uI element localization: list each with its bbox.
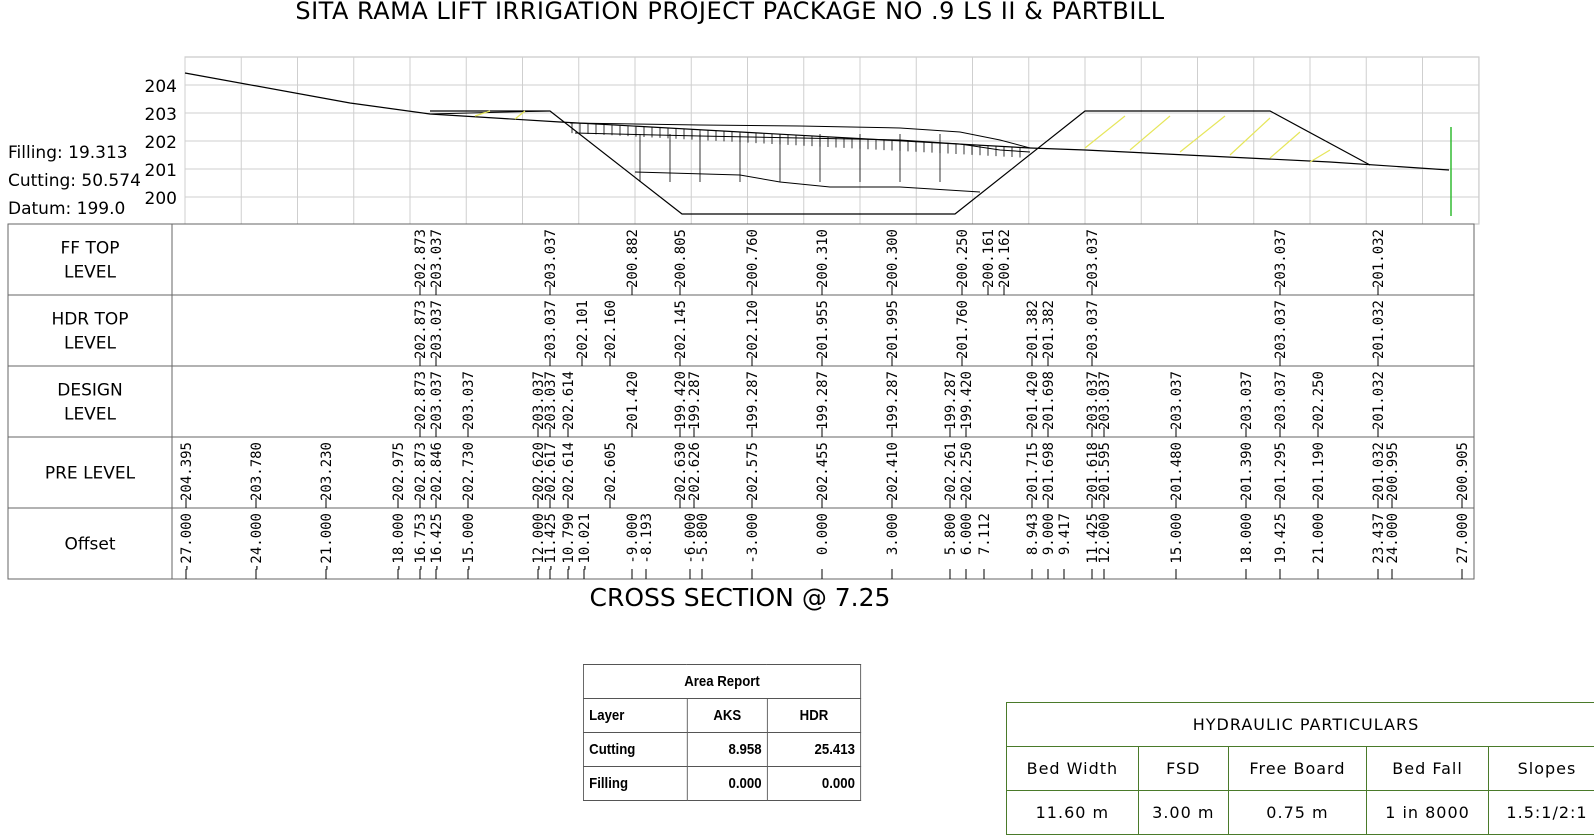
level-value: 15.000	[1169, 513, 1185, 564]
level-value: 202.620	[531, 442, 547, 501]
level-value: 203.037	[531, 371, 547, 430]
hydraulic-particulars-table	[1006, 702, 1594, 835]
level-value: 203.037	[1169, 371, 1185, 430]
level-value: 200.250	[955, 229, 971, 288]
fill-hatch-line	[1130, 116, 1170, 150]
level-value: 203.037	[461, 371, 477, 430]
level-value: 199.420	[673, 371, 689, 430]
level-value: 203.037	[429, 229, 445, 288]
cutting-summary: Cutting: 50.574	[8, 171, 141, 191]
level-value: 203.037	[1273, 300, 1289, 359]
existing-ground-line	[185, 73, 1449, 170]
level-value: 202.630	[673, 442, 689, 501]
level-value: 202.575	[745, 442, 761, 501]
level-value: 9.417	[1057, 513, 1073, 555]
level-value: 18.000	[1239, 513, 1255, 564]
fill-hatch-line	[1310, 150, 1330, 162]
level-value: 202.873	[413, 300, 429, 359]
level-value: 203.230	[319, 442, 335, 501]
level-value: -24.000	[249, 513, 265, 572]
fill-hatch-line	[1230, 118, 1270, 155]
level-value: -5.800	[695, 513, 711, 564]
level-value: 202.873	[413, 442, 429, 501]
elevation-axis-labels	[145, 77, 177, 209]
row-label: Offset	[64, 535, 115, 555]
area-filling-aks: 0.000	[687, 767, 767, 801]
level-value: 201.760	[955, 300, 971, 359]
level-value: 9.000	[1041, 513, 1057, 555]
level-value: 203.037	[543, 371, 559, 430]
level-value: -18.000	[391, 513, 407, 572]
elevation-label: 201	[145, 161, 177, 181]
level-value: 11.425	[1085, 513, 1101, 564]
level-value: 199.287	[885, 371, 901, 430]
area-report-table	[583, 664, 861, 801]
level-value: 201.032	[1371, 229, 1387, 288]
area-report-title: Area Report	[583, 665, 860, 699]
level-value: 201.190	[1311, 442, 1327, 501]
level-value: 200.760	[745, 229, 761, 288]
level-value: 27.000	[1455, 513, 1471, 564]
level-value: 202.145	[673, 300, 689, 359]
level-value: 201.420	[1025, 371, 1041, 430]
level-value: 200.310	[815, 229, 831, 288]
level-value: -16.425	[429, 513, 445, 572]
row-label: LEVEL	[64, 263, 117, 283]
level-value: 201.032	[1371, 371, 1387, 430]
elevation-label: 202	[145, 133, 177, 153]
level-value: -16.753	[413, 513, 429, 572]
level-value: 201.390	[1239, 442, 1255, 501]
level-value: 202.975	[391, 442, 407, 501]
level-value: 199.287	[745, 371, 761, 430]
level-value: 203.037	[543, 229, 559, 288]
level-value: 5.800	[943, 513, 959, 555]
hydraulic-value-bed-fall: 1 in 8000	[1367, 791, 1489, 835]
level-value: 200.300	[885, 229, 901, 288]
level-value: 203.037	[1085, 371, 1101, 430]
level-value: -9.000	[625, 513, 641, 564]
area-cutting-hdr: 25.413	[767, 733, 860, 767]
hydraulic-value-slopes: 1.5:1/2:1	[1489, 791, 1594, 835]
level-value: 201.295	[1273, 442, 1289, 501]
hydraulic-header-slopes: Slopes	[1489, 747, 1594, 791]
level-value: 200.805	[673, 229, 689, 288]
level-value: 201.995	[885, 300, 901, 359]
level-value: 199.287	[687, 371, 703, 430]
level-value: 202.250	[959, 442, 975, 501]
level-value: 203.037	[429, 371, 445, 430]
hydraulic-header-bed-fall: Bed Fall	[1367, 747, 1489, 791]
fill-hatch-line	[1180, 116, 1225, 152]
level-value: 200.162	[997, 229, 1013, 288]
level-value: 202.614	[561, 371, 577, 430]
level-value: 202.250	[1311, 371, 1327, 430]
cross-section-title: CROSS SECTION @ 7.25	[530, 583, 950, 612]
hydraulic-title: HYDRAULIC PARTICULARS	[1007, 703, 1594, 747]
level-value: 201.955	[815, 300, 831, 359]
level-value: 199.287	[815, 371, 831, 430]
level-value: 203.037	[1239, 371, 1255, 430]
fill-hatch-yellow	[475, 111, 1330, 162]
row-label: FF TOP	[61, 239, 120, 259]
area-header-layer: Layer	[583, 699, 687, 733]
level-table	[8, 224, 1474, 579]
level-value: 202.873	[413, 229, 429, 288]
row-label: LEVEL	[64, 334, 117, 354]
hydraulic-value-free-board: 0.75 m	[1228, 791, 1366, 835]
area-header-aks: AKS	[687, 699, 767, 733]
area-row-cutting-label: Cutting	[583, 733, 687, 767]
level-value: 199.420	[959, 371, 975, 430]
hydraulic-value-bed-width: 11.60 m	[1007, 791, 1139, 835]
level-value: -10.021	[577, 513, 593, 572]
level-value: 19.425	[1273, 513, 1289, 564]
level-value: -8.193	[639, 513, 655, 564]
datum-label: Datum: 199.0	[8, 199, 125, 219]
level-value: 203.037	[1273, 229, 1289, 288]
level-value: 201.698	[1041, 442, 1057, 501]
level-value: 24.000	[1385, 513, 1401, 564]
level-value: 201.382	[1025, 300, 1041, 359]
level-value: 202.605	[603, 442, 619, 501]
level-value: -27.000	[179, 513, 195, 572]
level-value: 203.037	[1085, 229, 1101, 288]
level-value: 201.618	[1085, 442, 1101, 501]
level-value: 8.943	[1025, 513, 1041, 555]
level-value: -21.000	[319, 513, 335, 572]
level-value: -10.790	[561, 513, 577, 572]
level-value: 21.000	[1311, 513, 1327, 564]
level-value: 203.037	[1085, 300, 1101, 359]
hydraulic-header-fsd: FSD	[1138, 747, 1228, 791]
level-value: 3.000	[885, 513, 901, 555]
level-value: 201.480	[1169, 442, 1185, 501]
level-value: 23.437	[1371, 513, 1387, 564]
level-value: 12.000	[1097, 513, 1113, 564]
cross-section-profile	[185, 73, 1451, 216]
level-value: 203.037	[543, 300, 559, 359]
level-value: 203.037	[1097, 371, 1113, 430]
drawing-title: SITA RAMA LIFT IRRIGATION PROJECT PACKAGE NO .9 LS II & PARTBILL	[0, 0, 1460, 25]
elevation-label: 200	[145, 189, 177, 209]
fill-hatch-line	[1270, 132, 1300, 158]
level-value: 203.037	[429, 300, 445, 359]
level-value: 201.595	[1097, 442, 1113, 501]
level-value: 201.698	[1041, 371, 1057, 430]
level-value: 199.287	[943, 371, 959, 430]
level-value: 201.032	[1371, 300, 1387, 359]
elevation-label: 204	[145, 77, 177, 97]
level-value: -11.425	[543, 513, 559, 572]
area-filling-hdr: 0.000	[767, 767, 860, 801]
area-header-hdr: HDR	[767, 699, 860, 733]
level-value: 7.112	[977, 513, 993, 555]
level-value: 202.261	[943, 442, 959, 501]
row-label: HDR TOP	[51, 310, 128, 330]
hydraulic-header-free-board: Free Board	[1228, 747, 1366, 791]
level-value: 200.995	[1385, 442, 1401, 501]
level-value: 202.617	[543, 442, 559, 501]
profile-grid	[185, 57, 1479, 224]
level-value: 202.846	[429, 442, 445, 501]
level-value: 202.614	[561, 442, 577, 501]
elevation-label: 203	[145, 105, 177, 125]
filling-summary: Filling: 19.313	[8, 143, 128, 163]
level-value: 201.715	[1025, 442, 1041, 501]
hydraulic-value-fsd: 3.00 m	[1138, 791, 1228, 835]
level-value: 201.382	[1041, 300, 1057, 359]
level-value: -12.000	[531, 513, 547, 572]
area-cutting-aks: 8.958	[687, 733, 767, 767]
level-value: -6.000	[683, 513, 699, 564]
level-value: 200.882	[625, 229, 641, 288]
level-value: 6.000	[959, 513, 975, 555]
level-value: 201.032	[1371, 442, 1387, 501]
level-value: 202.101	[575, 300, 591, 359]
level-value: 202.455	[815, 442, 831, 501]
level-value: 202.410	[885, 442, 901, 501]
level-value: 202.730	[461, 442, 477, 501]
fill-hatch-line	[1085, 116, 1125, 148]
bed-line	[635, 172, 980, 192]
level-value: -15.000	[461, 513, 477, 572]
row-label: LEVEL	[64, 405, 117, 425]
level-value: 0.000	[815, 513, 831, 555]
level-value: 203.780	[249, 442, 265, 501]
level-value: 203.037	[1273, 371, 1289, 430]
row-label: DESIGN	[57, 381, 123, 401]
area-row-filling-label: Filling	[583, 767, 687, 801]
level-value: 202.160	[603, 300, 619, 359]
level-value: 202.120	[745, 300, 761, 359]
level-value: -3.000	[745, 513, 761, 564]
level-value: 201.420	[625, 371, 641, 430]
level-value: 202.626	[687, 442, 703, 501]
level-value: 202.873	[413, 371, 429, 430]
row-label: PRE LEVEL	[45, 464, 136, 484]
level-value: 204.395	[179, 442, 195, 501]
level-value: 200.905	[1455, 442, 1471, 501]
level-value: 200.161	[981, 229, 997, 288]
hydraulic-header-bed-width: Bed Width	[1007, 747, 1139, 791]
